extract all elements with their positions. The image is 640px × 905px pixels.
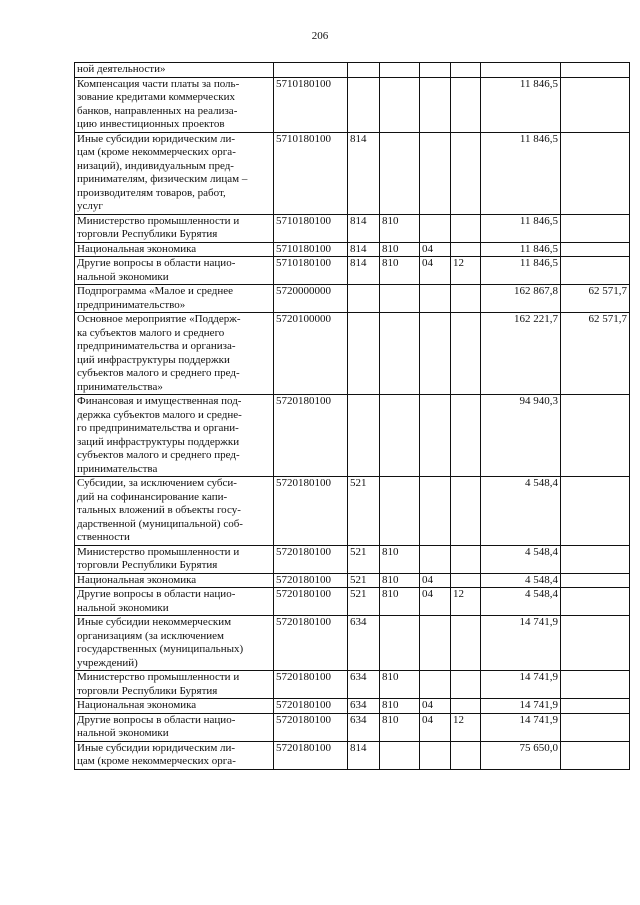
code-cell: 5720180100 bbox=[274, 588, 348, 616]
code-cell: 5720180100 bbox=[274, 573, 348, 588]
subsection-cell bbox=[451, 699, 481, 714]
amount-extra-cell bbox=[561, 395, 630, 477]
section-cell bbox=[420, 214, 451, 242]
section-cell bbox=[420, 285, 451, 313]
subsection-cell bbox=[451, 132, 481, 214]
name-cell: Другие вопросы в области нацио- нальной экономики bbox=[75, 257, 274, 285]
name-cell: Национальная экономика bbox=[75, 573, 274, 588]
page-number: 206 bbox=[311, 30, 329, 42]
name-cell: Компенсация части платы за поль- зование кредитами коммерческих банков, направленных на реализа- цию инвестиционных проектов bbox=[75, 77, 274, 132]
section-cell: 04 bbox=[420, 573, 451, 588]
amount-cell: 162 867,8 bbox=[481, 285, 561, 313]
amount-cell: 162 221,7 bbox=[481, 313, 561, 395]
expense-type-cell bbox=[348, 63, 380, 78]
expense-type-cell: 521 bbox=[348, 573, 380, 588]
section-cell: 04 bbox=[420, 242, 451, 257]
table-row bbox=[75, 573, 630, 588]
ministry-code-cell: 810 bbox=[380, 214, 420, 242]
expense-type-cell: 634 bbox=[348, 713, 380, 741]
name-cell: Другие вопросы в области нацио- нальной экономики bbox=[75, 713, 274, 741]
amount-cell: 11 846,5 bbox=[481, 257, 561, 285]
name-cell: Министерство промышленности и торговли Республики Бурятия bbox=[75, 671, 274, 699]
code-cell: 5710180100 bbox=[274, 214, 348, 242]
name-cell: Субсидии, за исключением субси- дий на софинансирование капи- тальных вложений в объекты госу- дарственной (муниципальной) соб- ственности bbox=[75, 477, 274, 546]
ministry-code-cell bbox=[380, 616, 420, 671]
table-row bbox=[75, 257, 630, 285]
table-row bbox=[75, 395, 630, 477]
amount-extra-cell bbox=[561, 257, 630, 285]
amount-cell: 94 940,3 bbox=[481, 395, 561, 477]
amount-cell: 11 846,5 bbox=[481, 214, 561, 242]
ministry-code-cell: 810 bbox=[380, 257, 420, 285]
ministry-code-cell bbox=[380, 395, 420, 477]
ministry-code-cell bbox=[380, 741, 420, 769]
expense-type-cell bbox=[348, 77, 380, 132]
expense-type-cell: 814 bbox=[348, 741, 380, 769]
ministry-code-cell: 810 bbox=[380, 713, 420, 741]
amount-extra-cell bbox=[561, 477, 630, 546]
subsection-cell bbox=[451, 616, 481, 671]
table-row bbox=[75, 477, 630, 546]
subsection-cell: 12 bbox=[451, 588, 481, 616]
amount-cell: 11 846,5 bbox=[481, 132, 561, 214]
code-cell: 5710180100 bbox=[274, 77, 348, 132]
amount-extra-cell: 62 571,7 bbox=[561, 313, 630, 395]
subsection-cell bbox=[451, 395, 481, 477]
subsection-cell bbox=[451, 77, 481, 132]
amount-cell: 75 650,0 bbox=[481, 741, 561, 769]
table-row bbox=[75, 63, 630, 78]
amount-extra-cell bbox=[561, 616, 630, 671]
table-row bbox=[75, 132, 630, 214]
section-cell bbox=[420, 477, 451, 546]
expense-type-cell: 521 bbox=[348, 477, 380, 546]
table-row bbox=[75, 545, 630, 573]
amount-extra-cell bbox=[561, 573, 630, 588]
amount-extra-cell bbox=[561, 214, 630, 242]
amount-cell: 14 741,9 bbox=[481, 671, 561, 699]
name-cell: ной деятельности» bbox=[75, 63, 274, 78]
section-cell bbox=[420, 63, 451, 78]
amount-extra-cell bbox=[561, 699, 630, 714]
ministry-code-cell bbox=[380, 477, 420, 546]
amount-extra-cell bbox=[561, 741, 630, 769]
subsection-cell bbox=[451, 671, 481, 699]
amount-cell: 4 548,4 bbox=[481, 588, 561, 616]
amount-extra-cell bbox=[561, 588, 630, 616]
expense-type-cell bbox=[348, 285, 380, 313]
amount-extra-cell: 62 571,7 bbox=[561, 285, 630, 313]
code-cell bbox=[274, 63, 348, 78]
code-cell: 5720000000 bbox=[274, 285, 348, 313]
ministry-code-cell bbox=[380, 313, 420, 395]
table-row bbox=[75, 77, 630, 132]
code-cell: 5710180100 bbox=[274, 132, 348, 214]
code-cell: 5720180100 bbox=[274, 395, 348, 477]
section-cell: 04 bbox=[420, 713, 451, 741]
table-row bbox=[75, 242, 630, 257]
table-row bbox=[75, 616, 630, 671]
amount-extra-cell bbox=[561, 132, 630, 214]
amount-cell bbox=[481, 63, 561, 78]
amount-extra-cell bbox=[561, 671, 630, 699]
code-cell: 5720100000 bbox=[274, 313, 348, 395]
amount-cell: 14 741,9 bbox=[481, 713, 561, 741]
name-cell: Основное мероприятие «Поддерж- ка субъектов малого и среднего предпринимательства и организа- ций инфраструктуры поддержки субъектов малого и среднего пред- принимательства» bbox=[75, 313, 274, 395]
expense-type-cell: 814 bbox=[348, 132, 380, 214]
amount-cell: 14 741,9 bbox=[481, 616, 561, 671]
amount-extra-cell bbox=[561, 713, 630, 741]
expense-type-cell: 521 bbox=[348, 588, 380, 616]
table-row bbox=[75, 699, 630, 714]
name-cell: Министерство промышленности и торговли Республики Бурятия bbox=[75, 545, 274, 573]
code-cell: 5720180100 bbox=[274, 671, 348, 699]
subsection-cell bbox=[451, 741, 481, 769]
subsection-cell bbox=[451, 214, 481, 242]
expense-type-cell: 634 bbox=[348, 616, 380, 671]
expense-type-cell: 814 bbox=[348, 214, 380, 242]
table-row bbox=[75, 588, 630, 616]
code-cell: 5710180100 bbox=[274, 257, 348, 285]
section-cell bbox=[420, 741, 451, 769]
ministry-code-cell: 810 bbox=[380, 242, 420, 257]
table-row bbox=[75, 741, 630, 769]
table-row bbox=[75, 313, 630, 395]
name-cell: Иные субсидии некоммерческим организациям (за исключением государственных (муниципальных) учреждений) bbox=[75, 616, 274, 671]
expense-type-cell: 814 bbox=[348, 242, 380, 257]
subsection-cell bbox=[451, 573, 481, 588]
section-cell: 04 bbox=[420, 588, 451, 616]
section-cell bbox=[420, 77, 451, 132]
name-cell: Другие вопросы в области нацио- нальной экономики bbox=[75, 588, 274, 616]
ministry-code-cell: 810 bbox=[380, 671, 420, 699]
section-cell bbox=[420, 395, 451, 477]
budget-table bbox=[74, 62, 630, 770]
amount-cell: 11 846,5 bbox=[481, 242, 561, 257]
code-cell: 5720180100 bbox=[274, 616, 348, 671]
amount-extra-cell bbox=[561, 545, 630, 573]
subsection-cell bbox=[451, 242, 481, 257]
code-cell: 5720180100 bbox=[274, 713, 348, 741]
table-row bbox=[75, 285, 630, 313]
ministry-code-cell: 810 bbox=[380, 699, 420, 714]
table-body bbox=[75, 63, 630, 770]
name-cell: Национальная экономика bbox=[75, 242, 274, 257]
expense-type-cell bbox=[348, 395, 380, 477]
amount-extra-cell bbox=[561, 77, 630, 132]
code-cell: 5720180100 bbox=[274, 699, 348, 714]
ministry-code-cell bbox=[380, 63, 420, 78]
expense-type-cell bbox=[348, 313, 380, 395]
amount-cell: 14 741,9 bbox=[481, 699, 561, 714]
name-cell: Финансовая и имущественная под- держка субъектов малого и средне- го предпринимательства и органи- заций инфраструктуры поддержки субъектов малого и среднего пред- принимательства bbox=[75, 395, 274, 477]
name-cell: Иные субсидии юридическим ли- цам (кроме некоммерческих орга- bbox=[75, 741, 274, 769]
name-cell: Подпрограмма «Малое и среднее предпринимательство» bbox=[75, 285, 274, 313]
section-cell bbox=[420, 132, 451, 214]
table-row bbox=[75, 671, 630, 699]
expense-type-cell: 814 bbox=[348, 257, 380, 285]
code-cell: 5710180100 bbox=[274, 242, 348, 257]
section-cell: 04 bbox=[420, 699, 451, 714]
subsection-cell bbox=[451, 477, 481, 546]
name-cell: Иные субсидии юридическим ли- цам (кроме некоммерческих орга- низаций), индивидуальным пред- принимателям, физическим лицам – производителям товаров, работ, услуг bbox=[75, 132, 274, 214]
subsection-cell bbox=[451, 313, 481, 395]
expense-type-cell: 634 bbox=[348, 699, 380, 714]
section-cell bbox=[420, 671, 451, 699]
expense-type-cell: 521 bbox=[348, 545, 380, 573]
amount-extra-cell bbox=[561, 242, 630, 257]
subsection-cell bbox=[451, 285, 481, 313]
table-row bbox=[75, 713, 630, 741]
section-cell bbox=[420, 313, 451, 395]
code-cell: 5720180100 bbox=[274, 477, 348, 546]
name-cell: Национальная экономика bbox=[75, 699, 274, 714]
section-cell: 04 bbox=[420, 257, 451, 285]
ministry-code-cell: 810 bbox=[380, 545, 420, 573]
ministry-code-cell bbox=[380, 77, 420, 132]
ministry-code-cell: 810 bbox=[380, 573, 420, 588]
expense-type-cell: 634 bbox=[348, 671, 380, 699]
ministry-code-cell: 810 bbox=[380, 588, 420, 616]
amount-extra-cell bbox=[561, 63, 630, 78]
amount-cell: 11 846,5 bbox=[481, 77, 561, 132]
amount-cell: 4 548,4 bbox=[481, 545, 561, 573]
code-cell: 5720180100 bbox=[274, 545, 348, 573]
subsection-cell bbox=[451, 63, 481, 78]
table-row bbox=[75, 214, 630, 242]
subsection-cell: 12 bbox=[451, 713, 481, 741]
amount-cell: 4 548,4 bbox=[481, 573, 561, 588]
ministry-code-cell bbox=[380, 285, 420, 313]
code-cell: 5720180100 bbox=[274, 741, 348, 769]
ministry-code-cell bbox=[380, 132, 420, 214]
name-cell: Министерство промышленности и торговли Республики Бурятия bbox=[75, 214, 274, 242]
section-cell bbox=[420, 545, 451, 573]
amount-cell: 4 548,4 bbox=[481, 477, 561, 546]
subsection-cell bbox=[451, 545, 481, 573]
section-cell bbox=[420, 616, 451, 671]
subsection-cell: 12 bbox=[451, 257, 481, 285]
